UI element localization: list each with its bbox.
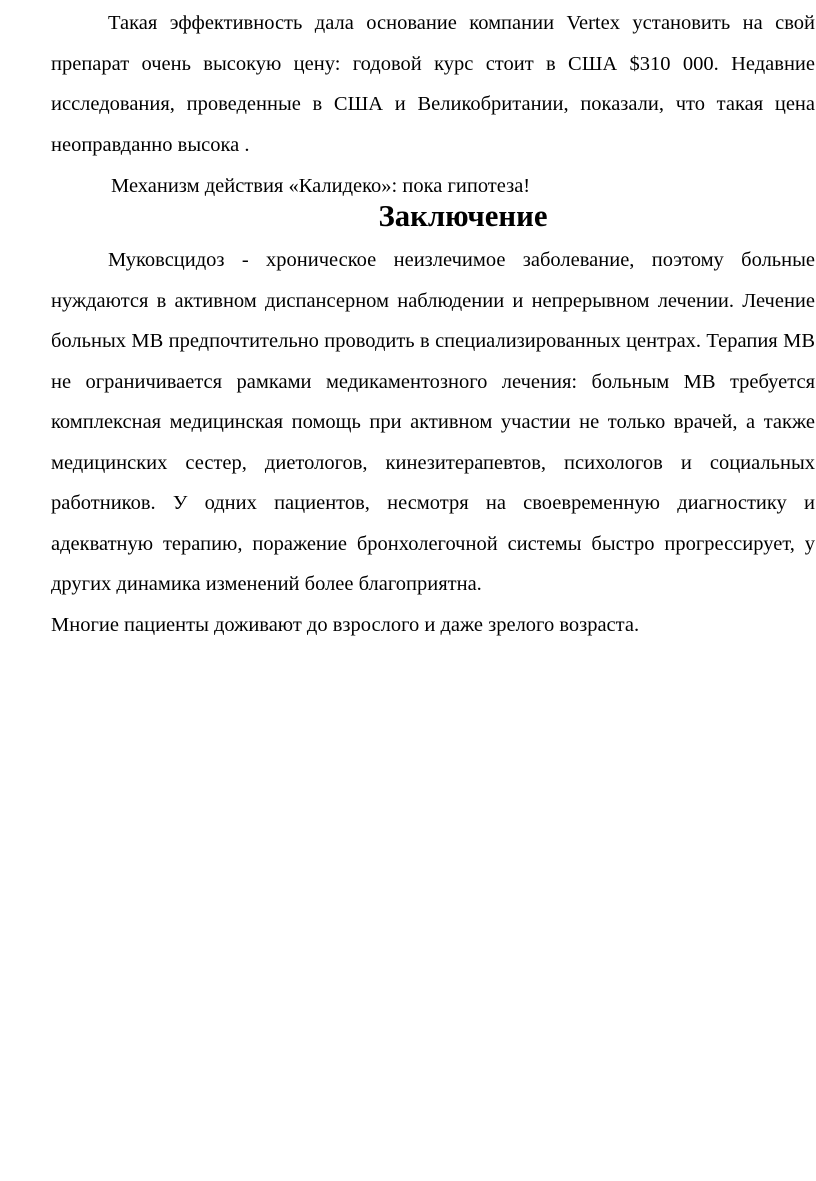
document-page [51, 0, 815, 645]
paragraph-conclusion: Муковсцидоз - хроническое неизлечимое заболевание, поэтому больные нуждаются в активном диспансерном наблюдении и непрерывном лечении. Лечение больных МВ предпочтительно проводить в специализированных центрах. Терапия МВ не ограничивается рамками медикаментозного лечения: больным МВ требуется комплексная медицинская помощь при активном участии не только врачей, а также медицинских сестер, диетологов, кинезитерапевтов, психологов и социальных работников. У одних пациентов, несмотря на своевременную диагностику и адекватную терапию, поражение бронхолегочной системы быстро прогрессирует, у других динамика изменений более благоприятна. [51, 249, 815, 595]
section-heading-conclusion: Заключение [378, 199, 548, 233]
paragraph-closing: Многие пациенты доживают до взрослого и даже зрелого возраста. [51, 613, 640, 636]
paragraph-vertex-price: Такая эффективность дала основание компании Vertex установить на свой препарат очень высокую цену: годовой курс стоит в США $310 000. Недавние исследования, проведенные в США и Великобритании, показали, что такая цена неоправданно высока . [51, 12, 815, 156]
paragraph-mechanism: Механизм действия «Калидеко»: пока гипотеза! [111, 175, 531, 197]
